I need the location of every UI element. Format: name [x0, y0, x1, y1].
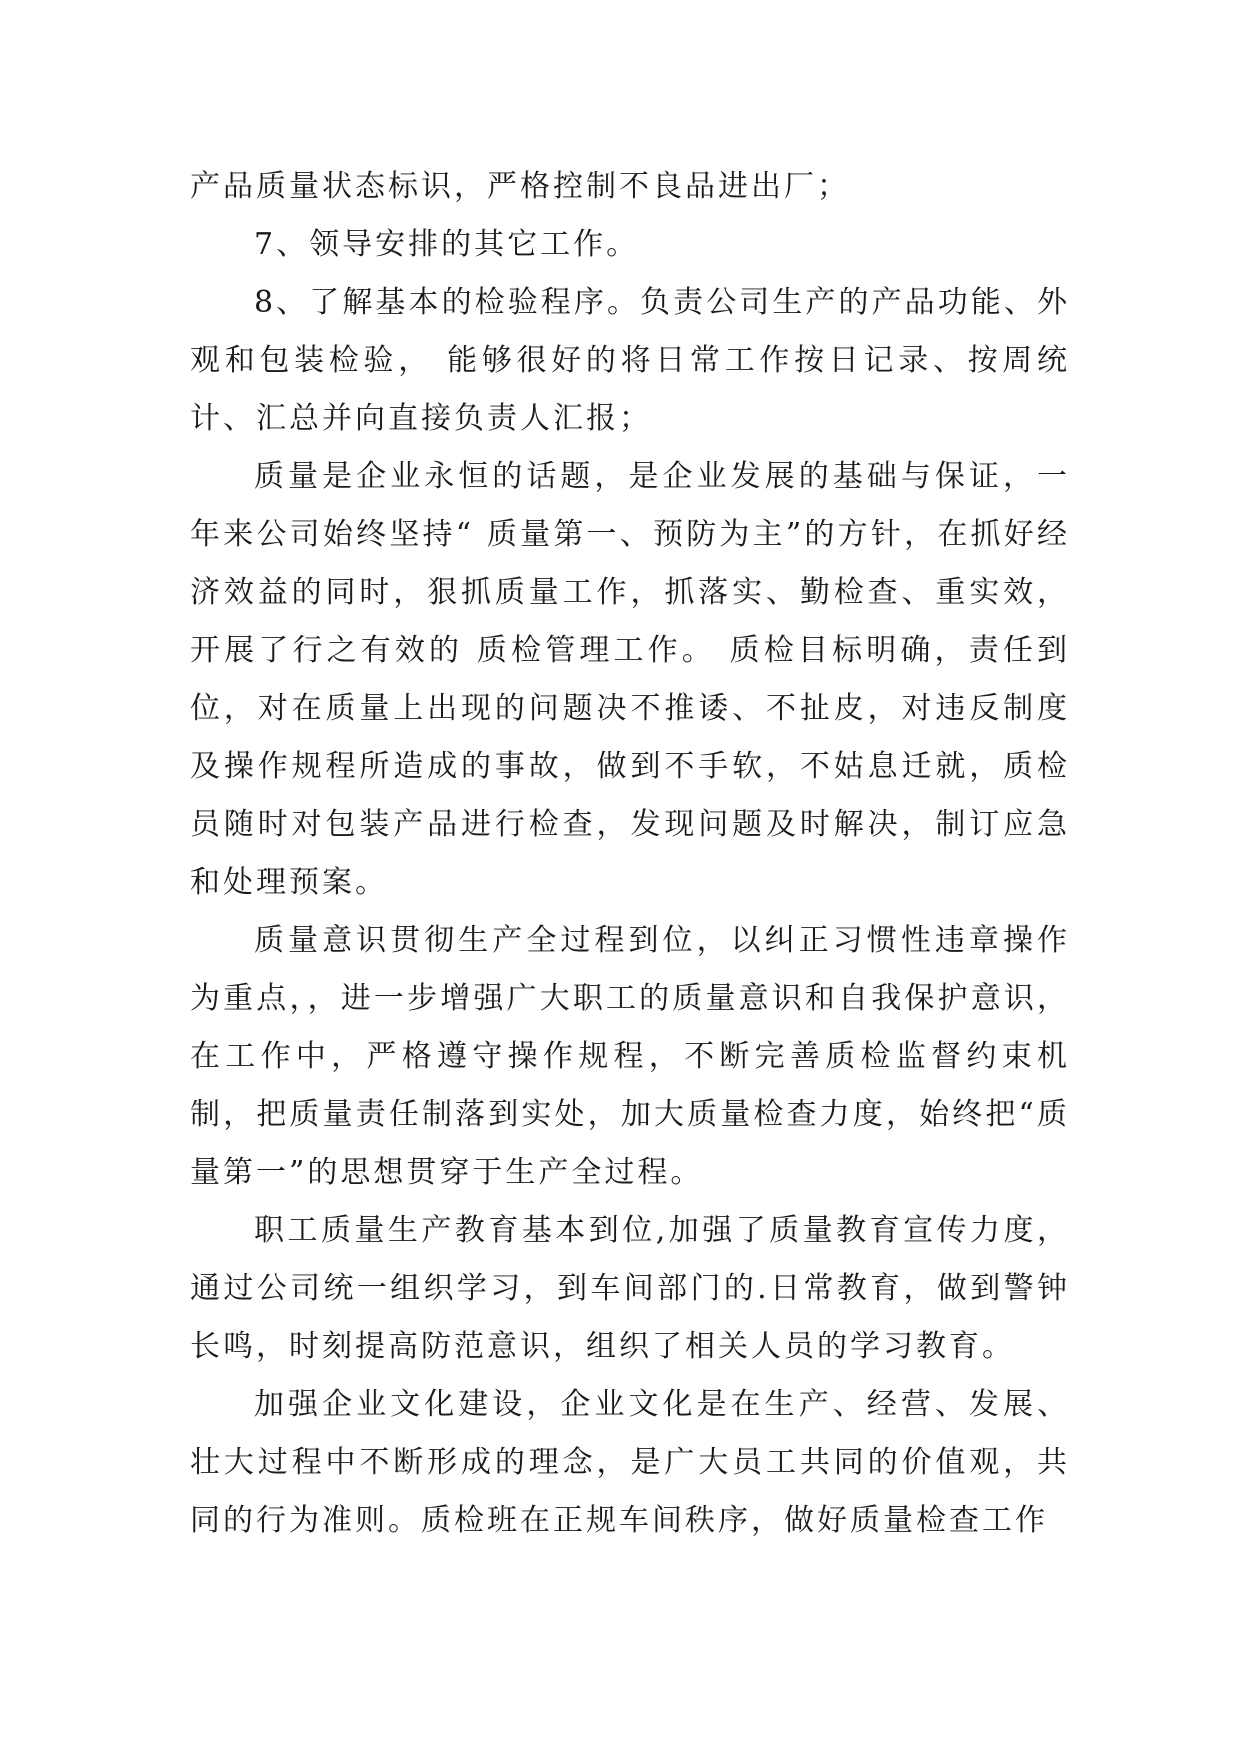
paragraph-quality-topic: 质量是企业永恒的话题，是企业发展的基础与保证，一年来公司始终坚持“ 质量第一、预防为主”的方针，在抓好经济效益的同时，狠抓质量工作，抓落实、勤检查、重实效，开展了行之有效的 质检管理工作。 质检目标明确，责任到位，对在质量上出现的问题决不推诿、不扯皮，对违反制度及操作规程所造成的事故，做到不手软，不姑息迁就，质检员随时对包装产品进行检查，发现问题及时解决，制订应急和处理预案。 [190, 459, 1070, 900]
document-body [190, 158, 1070, 1550]
list-item-8: 8、了解基本的检验程序。负责公司生产的产品功能、外观和包装检验， 能够很好的将日常工作按日记录、按周统计、汇总并向直接负责人汇报； [190, 285, 1070, 436]
paragraph-continuation: 产品质量状态标识，严格控制不良品进出厂； [190, 169, 850, 204]
list-item-7: 7、领导安排的其它工作。 [254, 227, 640, 262]
paragraph-staff-education: 职工质量生产教育基本到位,加强了质量教育宣传力度，通过公司统一组织学习，到车间部门的.日常教育，做到警钟长鸣，时刻提高防范意识，组织了相关人员的学习教育。 [190, 1213, 1070, 1364]
paragraph-corporate-culture: 加强企业文化建设，企业文化是在生产、经营、发展、壮大过程中不断形成的理念，是广大员工共同的价值观，共同的行为准则。质检班在正规车间秩序，做好质量检查工作 [190, 1387, 1070, 1538]
paragraph-quality-awareness: 质量意识贯彻生产全过程到位，以纠正习惯性违章操作为重点，，进一步增强广大职工的质量意识和自我保护意识，在工作中，严格遵守操作规程，不断完善质检监督约束机制，把质量责任制落到实处，加大质量检查力度，始终把“质量第一”的思想贯穿于生产全过程。 [190, 923, 1070, 1190]
